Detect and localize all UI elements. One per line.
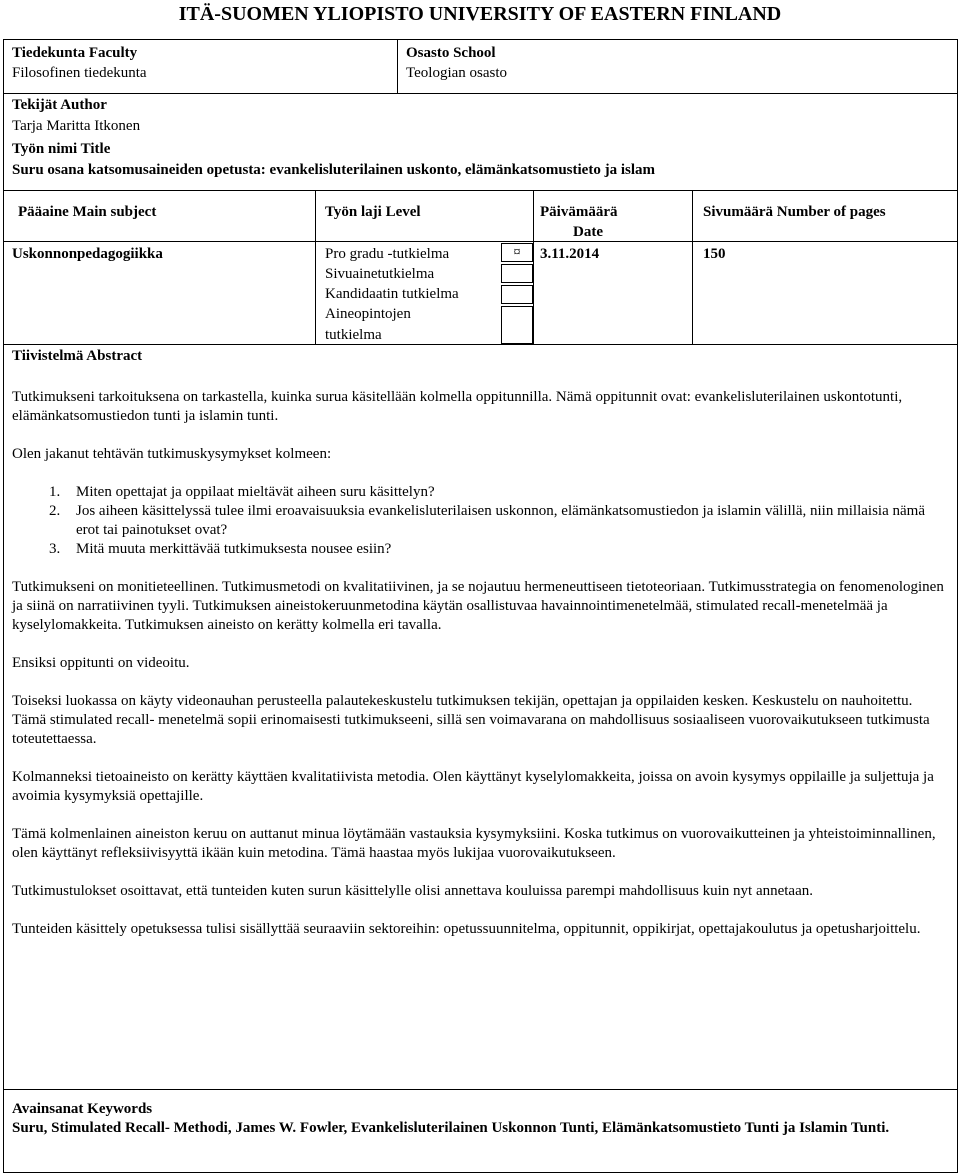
research-question: 2. Jos aiheen käsittelyssä tulee ilmi eroavaisuuksia evankelisluterilaisen uskonnon, elämänkatsomustiedon ja islamin välillä, niin millaisia nämä erot tai painotukset ovat? [64, 502, 947, 540]
research-questions-list [12, 483, 947, 559]
abstract-body [12, 388, 947, 958]
date-label-line1: Päivämäärä [540, 204, 618, 220]
abstract-paragraph-9: Tunteiden käsittely opetuksessa tulisi sisällyttää seuraaviin sektoreihin: opetussuunnitelma, oppitunnit, oppikirjat, opettajakoulutus ja opetusharjoittelu. [12, 921, 921, 937]
level-label: Työn laji Level [325, 204, 421, 220]
school-label: Osasto School [406, 45, 496, 61]
faculty-value: Filosofinen tiedekunta [12, 65, 147, 81]
author-value: Tarja Maritta Itkonen [12, 118, 141, 134]
school-value: Teologian osasto [406, 65, 508, 81]
subject-level-divider [315, 190, 316, 345]
abstract-label: Tiivistelmä Abstract [12, 348, 143, 364]
level-option-sivuaine: Sivuainetutkielma [325, 266, 435, 282]
metadata-header-bottom-line [3, 241, 958, 242]
author-label: Tekijät Author [12, 97, 107, 113]
frame-right-line [957, 39, 958, 1173]
keywords-value: Suru, Stimulated Recall- Methodi, James W. Fowler, Evankelisluterilainen Uskonnon Tunti, Elämänkatsomustieto Tunti ja Islamin Tunti. [12, 1120, 890, 1136]
level-checkbox-aineopintojen[interactable] [501, 306, 533, 344]
research-question: 3. Mitä muuta merkittävää tutkimuksesta nousee esiin? [64, 540, 947, 559]
level-option-kandidaatin: Kandidaatin tutkielma [325, 286, 459, 302]
faculty-school-divider [397, 39, 398, 93]
level-option-pro-gradu: Pro gradu -tutkielma [325, 246, 450, 262]
abstract-paragraph-8: Tutkimustulokset osoittavat, että tunteiden kuten surun käsittelylle olisi annettava kouluissa parempi mahdollisuus kuin nyt annetaan. [12, 883, 813, 899]
abstract-paragraph-6: Kolmanneksi tietoaineisto on kerätty käyttäen kvalitatiivista metodia. Olen käyttänyt kyselylomakkeita, joissa on avoin kysymys oppilaille ja suljettuja ja avoimia kysymyksiä opettajille. [12, 769, 934, 804]
title-value: Suru osana katsomusaineiden opetusta: evankelisluterilainen uskonto, elämänkatsomustieto ja islam [12, 162, 655, 178]
abstract-paragraph-1: Tutkimukseni tarkoituksena on tarkastella, kuinka surua käsitellään kolmella oppitunnilla. Nämä oppitunnit ovat: evankelisluterilainen uskontotunti, elämänkatsomustiedon tunti ja islamin tunti. [12, 389, 903, 424]
date-label-line2: Date [573, 224, 603, 240]
subject-value: Uskonnonpedagogiikka [12, 246, 163, 262]
pages-value: 150 [703, 246, 726, 262]
abstract-paragraph-4: Ensiksi oppitunti on videoitu. [12, 655, 190, 671]
keywords-label: Avainsanat Keywords [12, 1101, 153, 1117]
frame-bottom-line [3, 1172, 958, 1173]
subject-label: Pääaine Main subject [18, 204, 157, 220]
level-date-divider [533, 190, 534, 345]
checked-mark-icon: ¤ [513, 245, 521, 260]
level-checkbox-pro-gradu[interactable] [501, 243, 533, 262]
date-value: 3.11.2014 [540, 246, 600, 262]
level-option-aineopintojen-line2: tutkielma [325, 327, 382, 343]
abstract-paragraph-2: Olen jakanut tehtävän tutkimuskysymykset kolmeen: [12, 446, 332, 462]
university-header: ITÄ-SUOMEN YLIOPISTO UNIVERSITY OF EASTERN FINLAND [178, 3, 782, 25]
level-checkbox-kandidaatin[interactable] [501, 285, 533, 304]
abstract-top-line [3, 344, 958, 345]
frame-top-line [3, 39, 958, 40]
pages-label: Sivumäärä Number of pages [703, 204, 886, 220]
title-bottom-line [3, 190, 958, 191]
research-question: 1. Miten opettajat ja oppilaat mieltävät aiheen suru käsittelyn? [64, 483, 947, 502]
keywords-top-line [3, 1089, 958, 1090]
level-option-aineopintojen: Aineopintojen [325, 306, 411, 322]
abstract-paragraph-5: Toiseksi luokassa on käyty videonauhan perusteella palautekeskustelu tutkimuksen tekijän, opettajan ja oppilaiden kesken. Keskustelu on nauhoitettu. Tämä stimulated recall- menetelmä sopii erinomaisesti tutkimukseeni, sillä sen voimavarana on mahdollisuus sosiaaliseen vuorovaikutukseen tutkimusta toteutettaessa. [12, 693, 930, 747]
date-label [540, 202, 617, 242]
faculty-row-bottom-line [3, 93, 958, 94]
frame-left-line [3, 39, 4, 1173]
title-label: Työn nimi Title [12, 141, 111, 157]
abstract-paragraph-3: Tutkimukseni on monitieteellinen. Tutkimusmetodi on kvalitatiivinen, ja se nojautuu hermeneuttiseen tietoteoriaan. Tutkimusstrategia on fenomenologinen ja siinä on narratiivinen tyyli. Tutkimuksen aineistokeruunmetodina käytän osallistuvaa havainnointimenetelmää, stimulated recall-menetelmää ja kyselylomakkeita. Tutkimuksen aineisto on kerätty kolmella eri tavalla. [12, 579, 944, 633]
abstract-paragraph-7: Tämä kolmenlainen aineiston keruu on auttanut minua löytämään vastauksia kysymyksiini. Koska tutkimus on vuorovaikutteinen ja yhteistoiminnallinen, olen käyttänyt refleksiivisyyttä ikään kuin metodina. Tämä haastaa myös lukijaa vuorovaikutukseen. [12, 826, 936, 861]
level-checkbox-sivuaine[interactable] [501, 264, 533, 283]
date-pages-divider [692, 190, 693, 345]
faculty-label: Tiedekunta Faculty [12, 45, 138, 61]
